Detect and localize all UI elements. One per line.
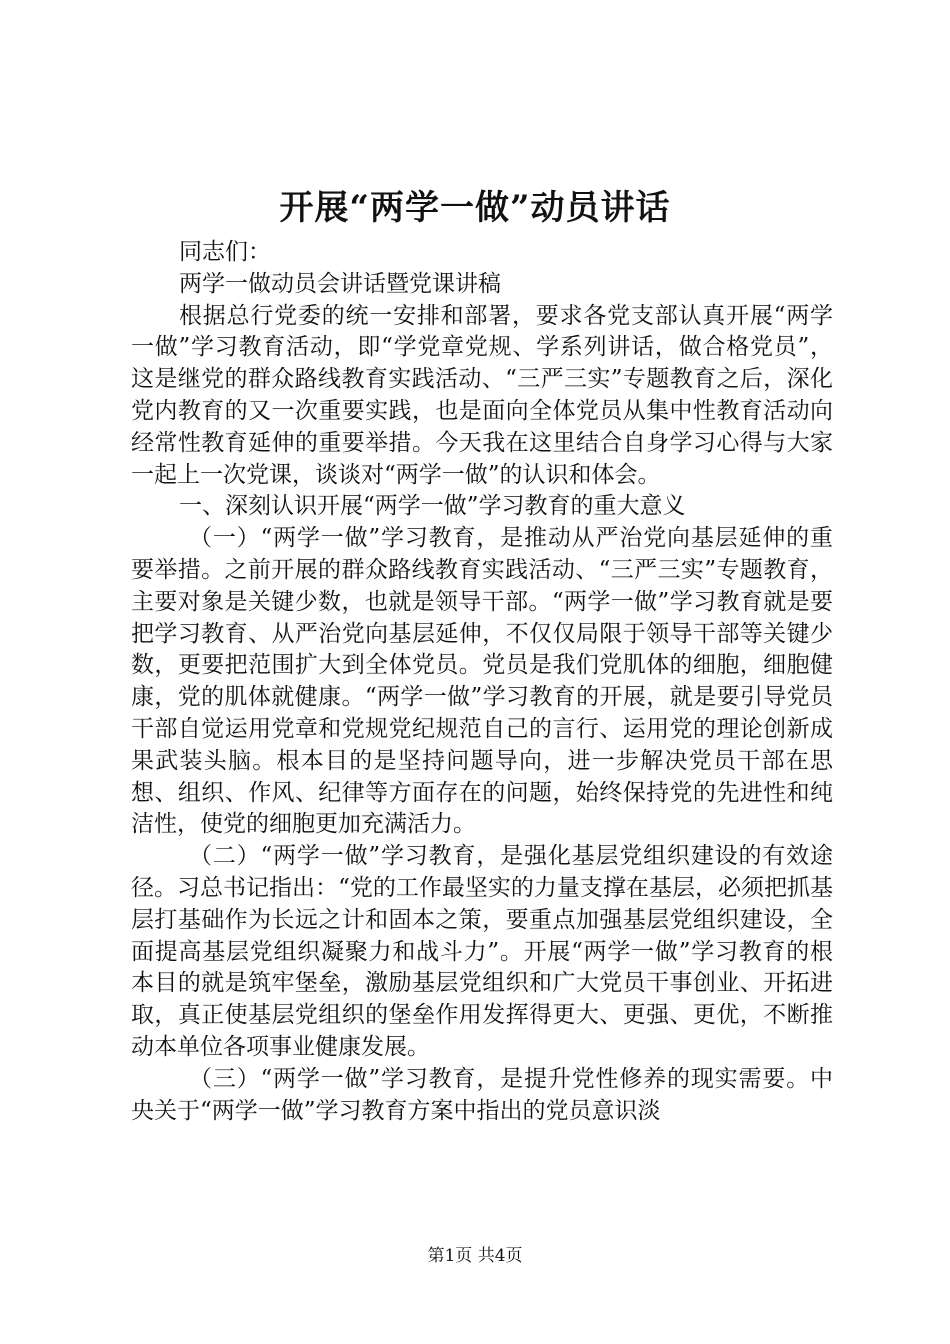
paragraph-point-1: （一）“两学一做”学习教育，是推动从严治党向基层延伸的重要举措。之前开展的群众路线教育实践活动、“三严三实”专题教育，主要对象是关键少数，也就是领导干部。“两学一做”学习教育就是要把学习教育、从严治党向基层延伸，不仅仅局限于领导干部等关键少数，更要把范围扩大到全体党员。党员是我们党肌体的细胞，细胞健康，党的肌体就健康。“两学一做”学习教育的开展，就是要引导党员干部自觉运用党章和党规党纪规范自己的言行、运用党的理论创新成果武装头脑。根本目的是坚持问题导向，进一步解决党员干部在思想、组织、作风、纪律等方面存在的问题，始终保持党的先进性和纯洁性，使党的细胞更加充满活力。 (131, 525, 833, 838)
document-title: 开展“两学一做”动员讲话 (279, 188, 671, 228)
intro-paragraph: 根据总行党委的统一安排和部署，要求各党支部认真开展“两学一做”学习教育活动，即“学党章党规、学系列讲话，做合格党员”，这是继党的群众路线教育实践活动、“三严三实”专题教育之后，深化党内教育的又一次重要实践，也是面向全体党员从集中性教育活动向经常性教育延伸的重要举措。今天我在这里结合自身学习心得与大家一起上一次党课，谈谈对“两学一做”的认识和体会。 (131, 302, 833, 488)
page-footer: 第1页 共4页 (427, 1246, 523, 1266)
salutation: 同志们： (179, 239, 271, 265)
paragraph-point-2: （二）“两学一做”学习教育，是强化基层党组织建设的有效途径。习总书记指出：“党的工作最坚实的力量支撑在基层，必须把抓基层打基础作为长远之计和固本之策，要重点加强基层党组织建设，全面提高基层党组织凝聚力和战斗力”。开展“两学一做”学习教育的根本目的就是筑牢堡垒，激励基层党组织和广大党员干事创业、开拓进取，真正使基层党组织的堡垒作用发挥得更大、更强、更优，不断推动本单位各项事业健康发展。 (131, 843, 833, 1060)
document-body (131, 237, 833, 1127)
subtitle-line: 两学一做动员会讲话暨党课讲稿 (179, 270, 501, 297)
section-heading: 一、深刻认识开展“两学一做”学习教育的重大意义 (179, 493, 686, 520)
paragraph-point-3: （三）“两学一做”学习教育，是提升党性修养的现实需要。中央关于“两学一做”学习教育方案中指出的党员意识淡 (131, 1065, 833, 1124)
